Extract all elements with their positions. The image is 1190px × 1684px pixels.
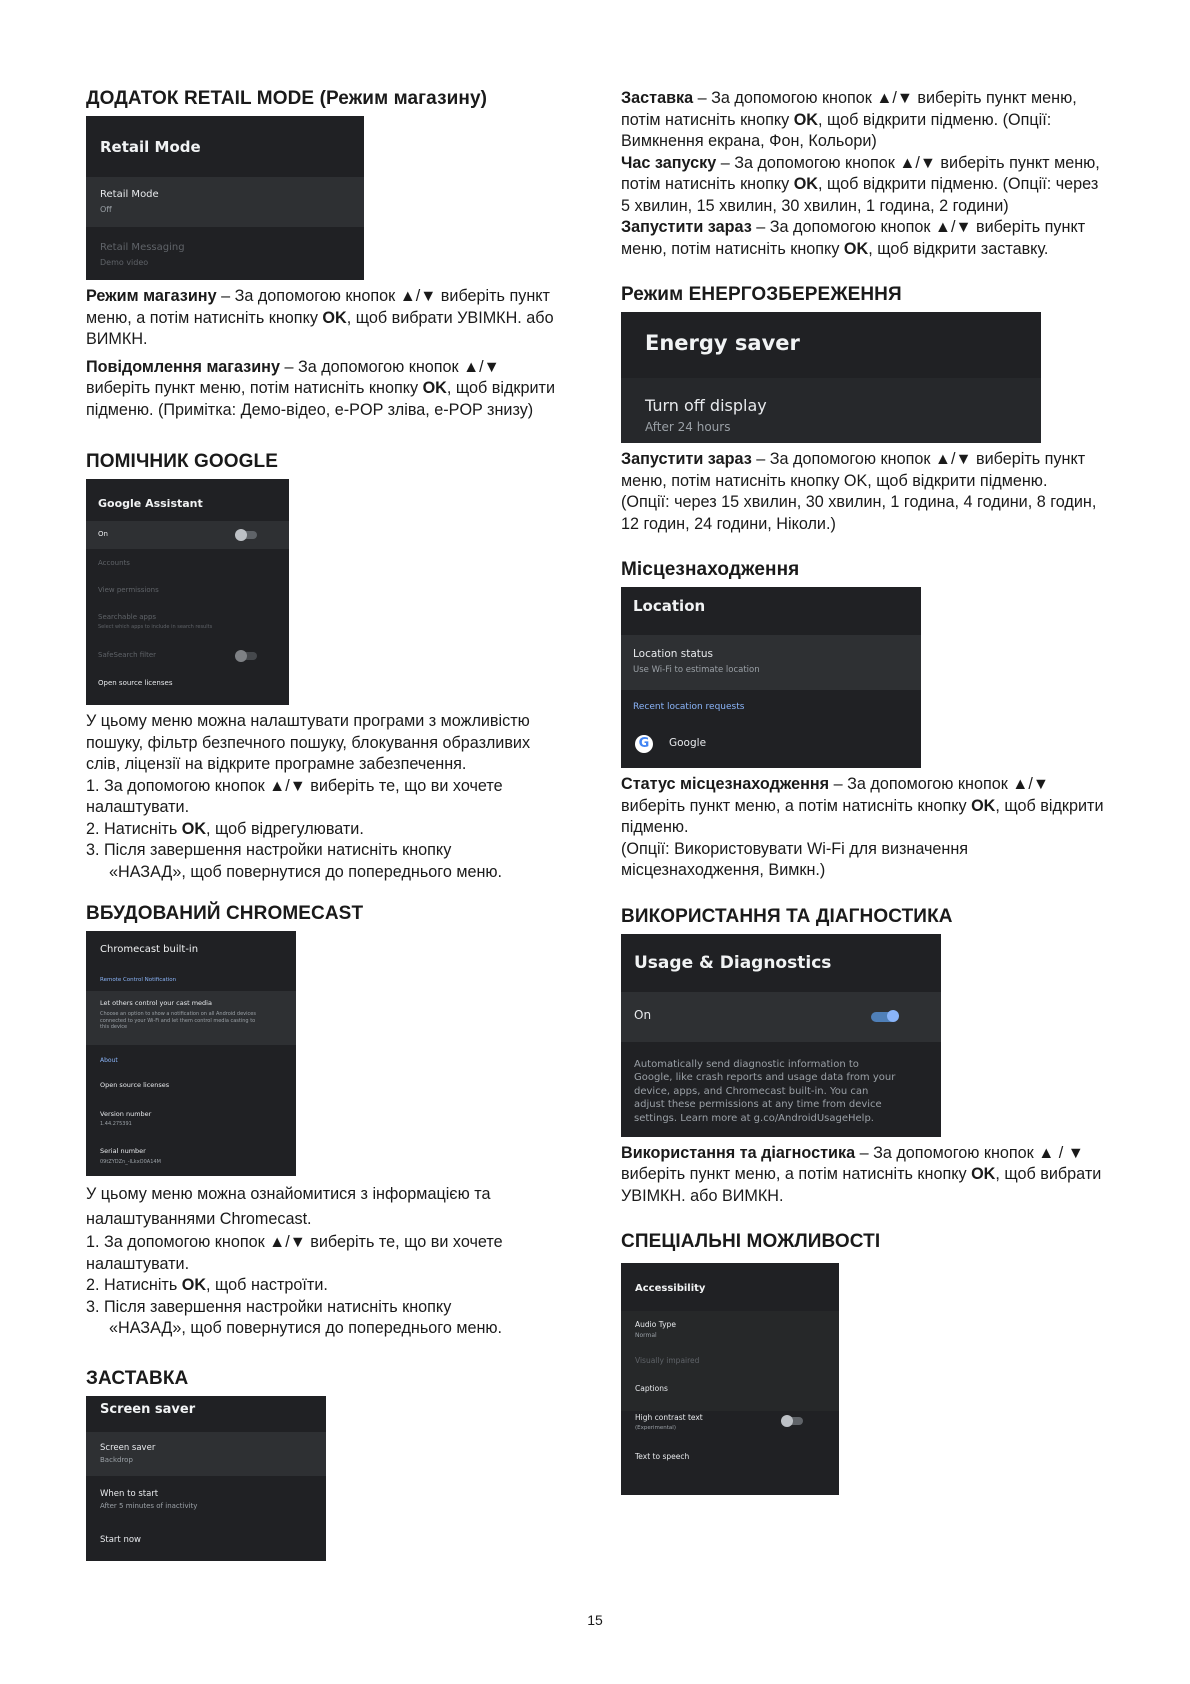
chromecast-paragraph: У цьому меню можна ознайомитися з інформацією та налаштуваннями Chromecast. (86, 1185, 491, 1228)
acc-screen-title: Accessibility (635, 1283, 706, 1294)
acc-high-contrast-sub: (Experimental) (635, 1425, 676, 1431)
screensaver-heading: ЗАСТАВКА (86, 1367, 189, 1389)
ud-description: Automatically send diagnostic information to Google, like crash reports and usage data from your device, apps, and Chromecast built-in. You can adjust these permissions at any time from device settings. Learn more at g.co/AndroidUsageHelp. (634, 1058, 896, 1124)
screensaver-screenshot (86, 1396, 326, 1561)
retail-screen-item (86, 177, 364, 227)
location-screenshot (621, 587, 921, 768)
energy-options: (Опції: через 15 хвилин, 30 хвилин, 1 година, 4 години, 8 годин, 12 годин, 24 години, Ніколи.) (621, 493, 1097, 533)
ss-item-when: When to start (100, 1488, 159, 1499)
chromecast-step-2: 2. Натисніть OK, щоб настроїти. (86, 1276, 328, 1294)
ss-screen-title: Screen saver (100, 1401, 196, 1417)
right-column (621, 88, 1111, 1501)
acc-high-contrast: High contrast text (635, 1413, 703, 1422)
retail-mode-value: Off (100, 205, 112, 214)
google-step-2: 2. Натисніть OK, щоб відрегулювати. (86, 819, 364, 838)
ss-item-when-value: After 5 minutes of inactivity (100, 1501, 198, 1510)
location-options: (Опції: Використовувати Wi-Fi для визначення місцезнаходження, Вимкн.) (621, 839, 969, 879)
google-paragraph: У цьому меню можна налаштувати програми з можливістю пошуку, фільтр безпечного пошуку, блокування образливих слів, ліцензії на відкрите програмне забезпечення. (86, 712, 531, 773)
energy-heading: Режим ЕНЕРГОЗБЕРЕЖЕННЯ (621, 284, 902, 305)
google-step-1: 1. За допомогою кнопок ▲/▼ виберіть те, що ви хочете налаштувати. (86, 776, 503, 816)
usage-screenshot (621, 934, 941, 1137)
chromecast-heading: ВБУДОВАНИЙ CHROMECAST (86, 903, 364, 924)
ss-item-screensaver-value: Backdrop (100, 1455, 133, 1464)
chromecast-step-1: 1. За допомогою кнопок ▲/▼ виберіть те, що ви хочете налаштувати. (86, 1233, 503, 1273)
ss-item-screensaver: Screen saver (100, 1442, 156, 1453)
acc-high-contrast-toggle (783, 1417, 803, 1425)
ga-searchable-sub: Select which apps to include in search results (98, 624, 213, 630)
page-number: 15 (587, 1612, 603, 1628)
ga-searchable: Searchable apps (98, 613, 157, 621)
acc-visually-impaired: Visually impaired (635, 1356, 700, 1365)
energy-paragraph: Запустити зараз – За допомогою кнопок ▲/▼ виберіть пункт меню, потім натисніть кнопку OK, щоб відкрити підменю. (621, 450, 1086, 490)
ud-on-label: On (634, 1007, 652, 1022)
accessibility-screenshot (621, 1263, 839, 1495)
cc-serial: Serial number (100, 1147, 146, 1155)
retail-messaging-value: Demo video (100, 258, 149, 267)
ss-item-start: Start now (100, 1534, 142, 1545)
google-assistant-screenshot (86, 479, 289, 705)
cc-cast-item: Let others control your cast media (100, 999, 212, 1007)
loc-google-app: Google (669, 737, 707, 749)
cc-screen-title: Chromecast built-in (100, 944, 199, 955)
ud-on-toggle (871, 1012, 897, 1022)
cc-licenses: Open source licenses (100, 1081, 170, 1089)
cc-serial-value: 09tZYDZn_-ILkxO0A14M (100, 1159, 161, 1165)
ga-accounts: Accounts (98, 559, 130, 567)
es-item-turnoff-value: After 24 hours (645, 420, 731, 434)
loc-status-sub: Use Wi-Fi to estimate location (633, 665, 760, 675)
cc-version: Version number (100, 1110, 152, 1118)
usage-paragraph: Використання та діагностика – За допомогою кнопок ▲ / ▼ виберіть пункт меню, а потім натисніть кнопку OK, щоб вибрати УВІМКН. або ВИМКН. (621, 1143, 1102, 1205)
ga-on-label: On (98, 530, 108, 538)
start-time-paragraph: Час запуску – За допомогою кнопок ▲/▼ виберіть пункт меню, потім натисніть кнопку OK, щоб відкрити підменю. (Опції: через 5 хвилин, 15 хвилин, 30 хвилин, 1 година, 2 години) (621, 153, 1100, 215)
cc-section-about: About (100, 1057, 118, 1064)
google-icon: G (635, 735, 653, 753)
es-screen-title: Energy saver (645, 331, 800, 355)
google-assistant-heading: ПОМІЧНИК GOOGLE (86, 451, 279, 472)
ga-safesearch: SafeSearch filter (98, 651, 157, 659)
retail-mode-paragraph: Режим магазину – За допомогою кнопок ▲/▼ виберіть пункт меню, а потім натисніть кнопку OK, щоб вибрати УВІМКН. або ВИМКН. (86, 287, 554, 348)
ud-screen-title: Usage & Diagnostics (634, 952, 832, 973)
retail-mode-heading: ДОДАТОК RETAIL MODE (Режим магазину) (86, 88, 488, 109)
ga-on-toggle (237, 531, 257, 539)
cc-section-remote: Remote Control Notification (100, 977, 177, 983)
retail-mode-screenshot (86, 116, 364, 280)
screensaver-paragraph: Заставка – За допомогою кнопок ▲/▼ виберіть пункт меню, потім натисніть кнопку OK, щоб відкрити підменю. (Опції: Вимкнення екрана, Фон, Кольори) (621, 89, 1077, 150)
usage-heading: ВИКОРИСТАННЯ ТА ДІАГНОСТИКА (621, 905, 953, 927)
retail-screen-title: Retail Mode (100, 138, 201, 156)
cc-cast-item-sub: Choose an option to show a notification on all Android devices connected to your Wi-Fi and let them control media casting to this device (100, 1011, 256, 1030)
loc-status: Location status (633, 648, 714, 660)
energy-saver-screenshot (621, 312, 1041, 443)
retail-messaging-label: Retail Messaging (100, 242, 185, 253)
left-column (86, 88, 556, 1567)
chromecast-step-3-cont: «НАЗАД», щоб повернутися до попереднього меню. (109, 1319, 503, 1337)
ga-permissions: View permissions (98, 586, 159, 594)
loc-screen-title: Location (633, 597, 706, 615)
chromecast-screenshot (86, 931, 296, 1176)
ga-safesearch-toggle (237, 652, 257, 660)
acc-audio-type: Audio Type (635, 1320, 676, 1329)
retail-mode-label: Retail Mode (100, 189, 159, 200)
location-paragraph: Статус місцезнаходження – За допомогою кнопок ▲/▼ виберіть пункт меню, а потім натисніть кнопку OK, щоб відкрити підменю. (621, 775, 1104, 836)
acc-tts: Text to speech (635, 1452, 690, 1461)
cc-version-value: 1.44.275391 (100, 1121, 132, 1127)
google-step-3: 3. Після завершення настройки натисніть кнопку (86, 841, 452, 859)
es-item-turnoff: Turn off display (645, 396, 767, 415)
location-heading: Місцезнаходження (621, 559, 800, 580)
loc-recent-section: Recent location requests (633, 702, 745, 712)
retail-messaging-paragraph: Повідомлення магазину – За допомогою кнопок ▲/▼ виберіть пункт меню, потім натисніть кнопку OK, щоб відкрити підменю. (Примітка: Демо-відео, e-POP зліва, e-POP знизу) (86, 357, 555, 419)
google-step-3-cont: «НАЗАД», щоб повернутися до попереднього меню. (109, 862, 503, 881)
acc-captions: Captions (635, 1384, 668, 1393)
acc-audio-type-value: Normal (635, 1332, 657, 1339)
chromecast-step-3: 3. Після завершення настройки натисніть кнопку (86, 1297, 452, 1316)
ga-screen-title: Google Assistant (98, 497, 203, 510)
start-now-paragraph: Запустити зараз – За допомогою кнопок ▲/▼ виберіть пункт меню, потім натисніть кнопку OK, щоб відкрити заставку. (621, 218, 1086, 258)
accessibility-heading: СПЕЦІАЛЬНІ МОЖЛИВОСТІ (621, 1231, 881, 1252)
ga-licenses: Open source licenses (98, 679, 173, 687)
